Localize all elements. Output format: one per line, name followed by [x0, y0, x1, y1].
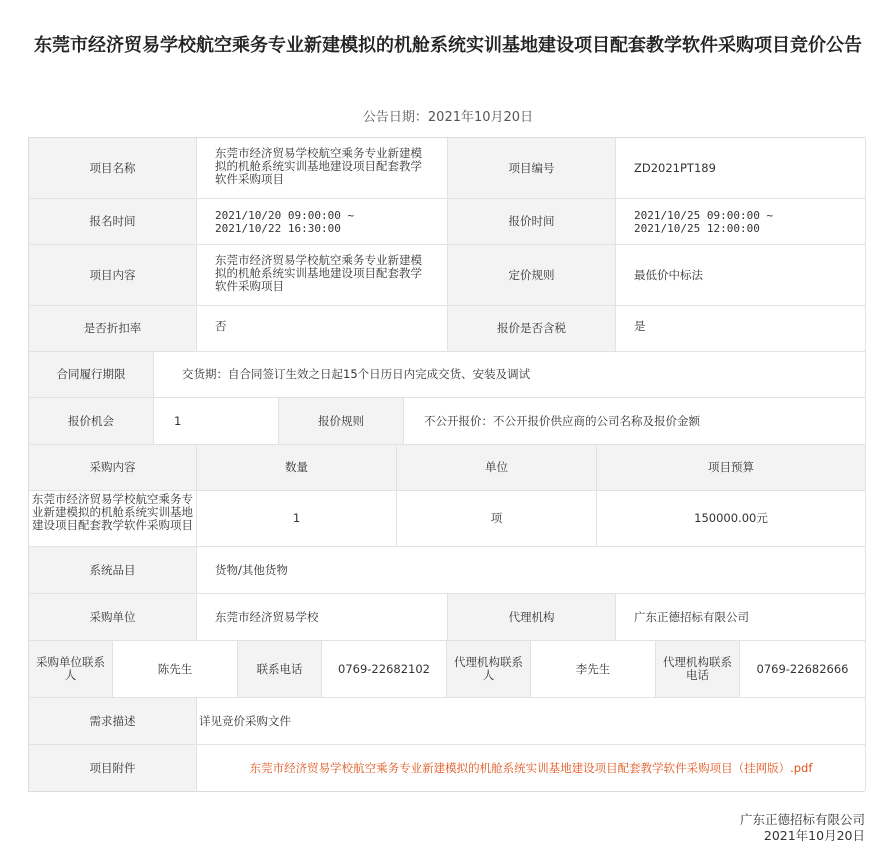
- project-name-value: 东莞市经济贸易学校航空乘务专业新建模拟的机舱系统实训基地建设项目配套教学软件采购项目: [197, 138, 448, 199]
- agency-contact-value: 李先生: [531, 641, 656, 698]
- footer-company: 广东正德招标有限公司: [739, 812, 865, 827]
- attachment-cell: [197, 745, 866, 791]
- announcement-table: [28, 137, 865, 792]
- footer-date: 2021年10月20日: [763, 828, 865, 843]
- content-value: 东莞市经济贸易学校航空乘务专业新建模拟的机舱系统实训基地建设项目配套教学软件采购项目: [197, 245, 448, 306]
- unit-label: 单位: [397, 445, 597, 491]
- contract-value: 交货期：自合同签订生效之日起15个日历日内完成交货、安装及调试: [154, 352, 866, 398]
- publish-date: 公告日期：2021年10月20日: [362, 110, 534, 125]
- signup-time-value: 2021/10/20 09:00:00 ~ 2021/10/22 16:30:00: [197, 199, 448, 245]
- project-no-value: ZD2021PT189: [616, 138, 866, 199]
- category-label: 系统品目: [29, 547, 197, 594]
- agency-contact-label: 代理机构联系人: [447, 641, 531, 698]
- quote-rule-value: 不公开报价：不公开报价供应商的公司名称及报价金额: [404, 398, 866, 445]
- buyer-contact-value: 陈先生: [113, 641, 238, 698]
- qty-label: 数量: [197, 445, 397, 491]
- quote-time-label: 报价时间: [448, 199, 616, 245]
- budget-value: 150000.00元: [597, 491, 866, 547]
- agency-phone-label: 代理机构联系电话: [656, 641, 740, 698]
- buyer-phone-label: 联系电话: [238, 641, 322, 698]
- tax-label: 报价是否含税: [448, 306, 616, 352]
- project-no-label: 项目编号: [448, 138, 616, 199]
- budget-label: 项目预算: [597, 445, 866, 491]
- pricing-rule-value: 最低价中标法: [616, 245, 866, 306]
- footer: [740, 812, 865, 844]
- buyer-contact-label: 采购单位联系人: [29, 641, 113, 698]
- chances-label: 报价机会: [29, 398, 154, 445]
- tax-value: 是: [616, 306, 866, 352]
- category-value: 货物/其他货物: [197, 547, 866, 594]
- buyer-value: 东莞市经济贸易学校: [197, 594, 448, 641]
- agency-phone-value: 0769-22682666: [740, 641, 866, 698]
- contract-label: 合同履行期限: [29, 352, 154, 398]
- quote-rule-label: 报价规则: [279, 398, 404, 445]
- demand-label: 需求描述: [29, 698, 197, 745]
- buyer-label: 采购单位: [29, 594, 197, 641]
- page-title: 东莞市经济贸易学校航空乘务专业新建模拟的机舱系统实训基地建设项目配套教学软件采购项目竞价公告: [34, 35, 862, 56]
- attachment-link[interactable]: 东莞市经济贸易学校航空乘务专业新建模拟的机舱系统实训基地建设项目配套教学软件采购项目（挂网版）.pdf: [249, 760, 813, 775]
- pricing-rule-label: 定价规则: [448, 245, 616, 306]
- quote-time-value: 2021/10/25 09:00:00 ~ 2021/10/25 12:00:00: [616, 199, 866, 245]
- buyer-phone-value: 0769-22682102: [322, 641, 447, 698]
- demand-value: 详见竞价采购文件: [197, 698, 866, 745]
- project-name-label: 项目名称: [29, 138, 197, 199]
- agency-label: 代理机构: [448, 594, 616, 641]
- discount-label: 是否折扣率: [29, 306, 197, 352]
- attachment-label: 项目附件: [29, 745, 197, 791]
- discount-value: 否: [197, 306, 448, 352]
- purchase-item-value: 东莞市经济贸易学校航空乘务专业新建模拟的机舱系统实训基地建设项目配套教学软件采购项目: [29, 491, 197, 547]
- unit-value: 项: [397, 491, 597, 547]
- content-label: 项目内容: [29, 245, 197, 306]
- signup-time-label: 报名时间: [29, 199, 197, 245]
- purchase-label: 采购内容: [29, 445, 197, 491]
- chances-value: 1: [154, 398, 279, 445]
- qty-value: 1: [197, 491, 397, 547]
- agency-value: 广东正德招标有限公司: [616, 594, 866, 641]
